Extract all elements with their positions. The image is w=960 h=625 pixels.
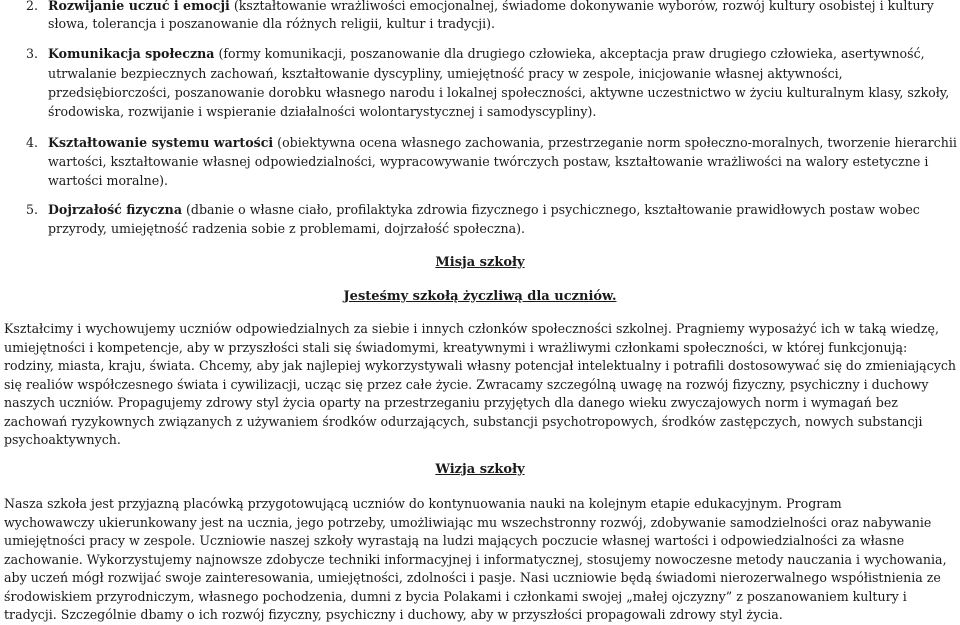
list-number: 2.: [26, 0, 39, 13]
text-line: wartości, kształtowanie własnej odpowiedzialności, wypracowywanie twórczych postaw, kształtowanie wrażliwości na walory estetyczne i: [48, 154, 929, 169]
text-line: się realiów współczesnego świata i cywilizacji, ucząc się przez całe życie. Zwracamy szczególną uwagę na rozwój fizyczny, psychiczny i duchowy: [4, 376, 929, 392]
text-line: aby uczeń mógł rozwijać swoje zainteresowania, umiejętności, zdolności i pasje. Nasi uczniowie będą świadomi nierozerwalnego współistnienia ze: [4, 570, 941, 585]
text-line: słowa, tolerancja i poszanowanie dla różnych religii, kultur i tradycji).: [48, 16, 496, 31]
list-number: 5.: [26, 202, 39, 217]
vision-heading: Wizja szkoły: [435, 462, 525, 477]
text-line: zachowań ryzykownych związanych z używaniem środków odurzających, substancji psychotropowych, środków zastępczych, nowych substancji: [4, 413, 923, 429]
text-line: wartości moralne).: [48, 173, 169, 188]
text-line: (obiektywna ocena własnego zachowania, przestrzeganie norm społeczno-moralnych, tworzenie hierarchii: [273, 135, 957, 150]
mission-motto: Jesteśmy szkołą życzliwą dla uczniów.: [343, 289, 617, 304]
mission-heading: Misja szkoły: [435, 255, 525, 270]
text-line: tradycji. Szczególnie dbamy o ich rozwój fizyczny, psychiczny i duchowy, aby w przyszłości propagowali zdrowy styl życia.: [4, 607, 783, 622]
text-line: przyrody, umiejętność radzenia sobie z problemami, dojrzałość społeczna).: [48, 221, 526, 236]
list-term: Kształtowanie systemu wartości: [48, 135, 274, 150]
list-number: 4.: [26, 135, 39, 150]
text-line: przedsiębiorczości, poszanowanie dorobku własnego narodu i lokalnej społeczności, aktywne uczestnictwo w życiu kulturalnym klasy, szkoły,: [48, 85, 950, 100]
list-term: Rozwijanie uczuć i emocji: [48, 0, 230, 13]
text-line: utrwalanie bezpiecznych zachowań, kształtowanie dyscypliny, umiejętność pracy w zespole, inicjowanie własnej aktywności,: [48, 66, 843, 81]
text-line: psychoaktywnych.: [4, 432, 121, 447]
text-line: (formy komunikacji, poszanowanie dla drugiego człowieka, akceptacja praw drugiego człowieka, asertywność,: [214, 46, 925, 61]
text-line: rodziny, miasta, kraju, świata. Chcemy, aby jak najlepiej wykorzystywali własny potencjał intelektualny i potrafili dostosowywać się do zmieniających: [4, 358, 957, 373]
text-line: (dbanie o własne ciało, profilaktyka zdrowia fizycznego i psychicznego, kształtowanie prawidłowych postaw wobec: [181, 202, 920, 217]
text-line: środowiska, rozwijanie i wspieranie działalności wolontarystycznej i samodyscypliny).: [48, 104, 597, 119]
text-line: umiejętności i kompetencje, aby w przyszłości stali się świadomymi, kreatywnymi i wrażliwymi członkami społeczności, w której funkcjonują:: [4, 339, 908, 355]
text-line: środowiskiem przyrodniczym, własnego pochodzenia, dumni z bycia Polakami i członkami swojej „małej ojczyzny” z poszanowaniem kultury i: [4, 588, 907, 604]
text-line: zachowanie. Wykorzystujemy najnowsze zdobycze techniki informacyjnej i informatycznej, stosujemy nowoczesne metody nauczania i wychowania,: [4, 551, 947, 567]
text-line: (kształtowanie wrażliwości emocjonalnej, świadome dokonywanie wyborów, rozwój kultury osobistej i kultury: [229, 0, 934, 13]
list-number: 3.: [26, 46, 39, 61]
list-term: Komunikacja społeczna: [48, 46, 215, 61]
text-line: Nasza szkoła jest przyjazną placówką przygotowującą uczniów do kontynuowania nauki na kolejnym etapie edukacyjnym. Program: [4, 496, 842, 511]
text-line: Kształcimy i wychowujemy uczniów odpowiedzialnych za siebie i innych członków społeczności szkolnej. Pragniemy wyposażyć ich w taką wiedzę,: [4, 321, 939, 336]
text-line: umiejętności pracy w zespole. Uczniowie naszej szkoły wyrastają na ludzi mających poczucie własnej wartości i odpowiedzialności za własne: [4, 533, 905, 548]
list-term: Dojrzałość fizyczna: [48, 202, 182, 217]
text-line: wychowawczy ukierunkowany jest na ucznia, jego potrzeby, umożliwiając mu wszechstronny rozwój, zdobywanie samodzielności oraz nabywanie: [4, 514, 932, 530]
text-line: naszych uczniów. Propagujemy zdrowy styl życia oparty na przestrzeganiu przyjętych dla danego wieku zwyczajowych norm i wymagań bez: [4, 395, 898, 410]
